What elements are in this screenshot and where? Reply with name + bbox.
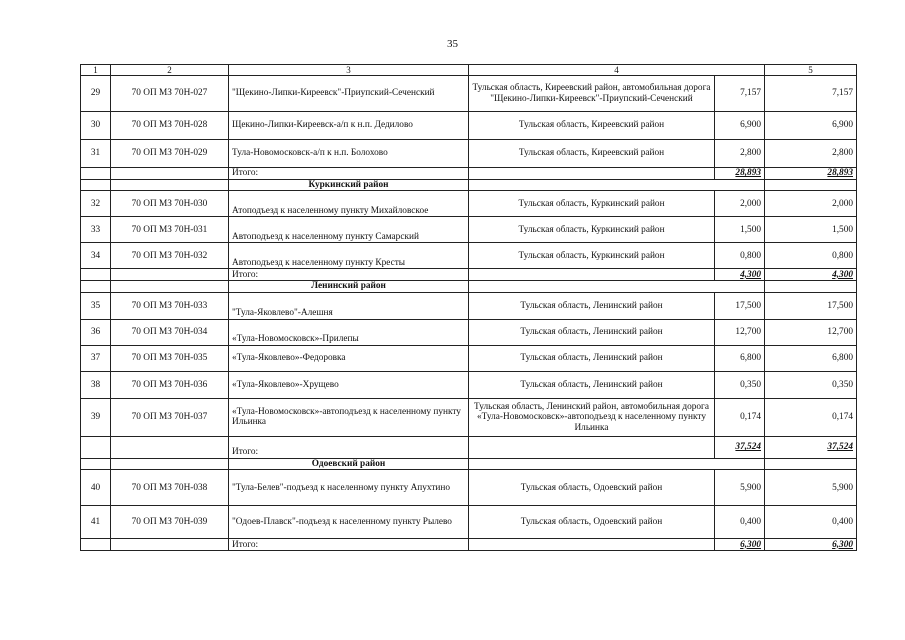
empty-cell — [765, 458, 857, 469]
road-code: 70 ОП МЗ 70Н-032 — [111, 243, 229, 269]
road-code: 70 ОП МЗ 70Н-034 — [111, 319, 229, 345]
table-row — [81, 112, 857, 140]
empty-cell — [81, 458, 111, 469]
row-number: 30 — [81, 112, 111, 140]
header-row — [81, 65, 857, 76]
road-length: 0,174 — [715, 398, 765, 436]
road-location: Тульская область, Куркинский район — [469, 243, 715, 269]
road-length-total: 12,700 — [765, 319, 857, 345]
empty-cell — [765, 180, 857, 191]
road-length: 0,350 — [715, 371, 765, 398]
road-location: Тульская область, Ленинский район — [469, 319, 715, 345]
road-length: 7,157 — [715, 76, 765, 112]
header-col-3: 3 — [229, 65, 469, 76]
empty-cell — [81, 281, 111, 292]
total-length: 37,524 — [715, 436, 765, 458]
row-number: 38 — [81, 371, 111, 398]
district-name: Ленинский район — [229, 281, 469, 292]
total-length-total: 4,300 — [765, 269, 857, 281]
road-name: «Тула-Яковлево»-Хрущево — [229, 371, 469, 398]
table-row — [81, 371, 857, 398]
road-length-total: 2,800 — [765, 140, 857, 168]
total-row — [81, 539, 857, 551]
road-length: 2,800 — [715, 140, 765, 168]
total-length: 6,300 — [715, 539, 765, 551]
header-col-2: 2 — [111, 65, 229, 76]
total-label: Итого: — [229, 269, 469, 281]
road-code: 70 ОП МЗ 70Н-027 — [111, 76, 229, 112]
road-location: Тульская область, Одоевский район — [469, 506, 715, 539]
empty-cell — [765, 281, 857, 292]
road-name: "Одоев-Плавск"-подъезд к населенному пункту Рылево — [229, 506, 469, 539]
road-code: 70 ОП МЗ 70Н-028 — [111, 112, 229, 140]
road-name: Тула-Новомосковск-а/п к н.п. Болохово — [229, 140, 469, 168]
road-length: 6,800 — [715, 345, 765, 371]
district-row — [81, 281, 857, 292]
road-length: 0,400 — [715, 506, 765, 539]
road-length-total: 2,000 — [765, 191, 857, 217]
total-length-total: 28,893 — [765, 168, 857, 180]
total-label: Итого: — [229, 539, 469, 551]
road-length-total: 5,900 — [765, 470, 857, 506]
road-code: 70 ОП МЗ 70Н-036 — [111, 371, 229, 398]
district-name: Одоевский район — [229, 458, 469, 469]
empty-cell — [111, 281, 229, 292]
road-code: 70 ОП МЗ 70Н-031 — [111, 217, 229, 243]
empty-cell — [81, 539, 111, 551]
road-length-total: 0,174 — [765, 398, 857, 436]
table-row — [81, 191, 857, 217]
empty-cell — [81, 180, 111, 191]
road-location: Тульская область, Киреевский район, автомобильная дорога "Щекино-Липки-Киреевск"-Приупский-Сеченский — [469, 76, 715, 112]
road-length-total: 0,350 — [765, 371, 857, 398]
row-number: 36 — [81, 319, 111, 345]
road-name: Щекино-Липки-Киреевск-а/п к н.п. Дедилово — [229, 112, 469, 140]
road-length-total: 0,800 — [765, 243, 857, 269]
road-code: 70 ОП МЗ 70Н-033 — [111, 292, 229, 319]
road-length: 6,900 — [715, 112, 765, 140]
total-label: Итого: — [229, 168, 469, 180]
road-length-total: 6,900 — [765, 112, 857, 140]
table-row — [81, 398, 857, 436]
empty-cell — [81, 436, 111, 458]
empty-cell — [111, 458, 229, 469]
empty-cell — [469, 436, 715, 458]
total-length-total: 6,300 — [765, 539, 857, 551]
road-name: Автоподъезд к населенному пункту Самарский — [229, 217, 469, 243]
road-name: «Тула-Новомосковск»-автоподъезд к населенному пункту Ильинка — [229, 398, 469, 436]
road-length-total: 7,157 — [765, 76, 857, 112]
road-name: Атоподъезд к населенному пункту Михайловское — [229, 191, 469, 217]
road-length-total: 1,500 — [765, 217, 857, 243]
road-name: "Щекино-Липки-Киреевск"-Приупский-Сеченский — [229, 76, 469, 112]
row-number: 31 — [81, 140, 111, 168]
total-row — [81, 269, 857, 281]
road-length: 2,000 — [715, 191, 765, 217]
total-length: 4,300 — [715, 269, 765, 281]
row-number: 32 — [81, 191, 111, 217]
empty-cell — [111, 539, 229, 551]
road-name: «Тула-Яковлево»-Федоровка — [229, 345, 469, 371]
road-name: "Тула-Яковлево"-Алешня — [229, 292, 469, 319]
table-row — [81, 345, 857, 371]
row-number: 33 — [81, 217, 111, 243]
table-row — [81, 319, 857, 345]
road-location: Тульская область, Куркинский район — [469, 191, 715, 217]
table-row — [81, 470, 857, 506]
row-number: 35 — [81, 292, 111, 319]
road-location: Тульская область, Ленинский район — [469, 371, 715, 398]
road-location: Тульская область, Киреевский район — [469, 140, 715, 168]
road-location: Тульская область, Одоевский район — [469, 470, 715, 506]
header-col-1: 1 — [81, 65, 111, 76]
page-number: 35 — [447, 38, 458, 50]
road-code: 70 ОП МЗ 70Н-038 — [111, 470, 229, 506]
table-row — [81, 243, 857, 269]
empty-cell — [469, 281, 765, 292]
road-code: 70 ОП МЗ 70Н-035 — [111, 345, 229, 371]
empty-cell — [469, 168, 715, 180]
district-name: Куркинский район — [229, 180, 469, 191]
road-length: 17,500 — [715, 292, 765, 319]
road-name: "Тула-Белев"-подъезд к населенному пункту Апухтино — [229, 470, 469, 506]
row-number: 37 — [81, 345, 111, 371]
road-location: Тульская область, Ленинский район — [469, 292, 715, 319]
roads-table — [80, 64, 857, 551]
road-code: 70 ОП МЗ 70Н-029 — [111, 140, 229, 168]
empty-cell — [111, 269, 229, 281]
row-number: 39 — [81, 398, 111, 436]
total-label: Итого: — [229, 436, 469, 458]
empty-cell — [469, 539, 715, 551]
road-length: 5,900 — [715, 470, 765, 506]
road-length-total: 6,800 — [765, 345, 857, 371]
road-location: Тульская область, Куркинский район — [469, 217, 715, 243]
row-number: 40 — [81, 470, 111, 506]
road-length: 12,700 — [715, 319, 765, 345]
road-code: 70 ОП МЗ 70Н-030 — [111, 191, 229, 217]
road-location: Тульская область, Киреевский район — [469, 112, 715, 140]
empty-cell — [469, 180, 765, 191]
road-length-total: 17,500 — [765, 292, 857, 319]
header-col-5: 5 — [765, 65, 857, 76]
empty-cell — [111, 436, 229, 458]
district-row — [81, 458, 857, 469]
total-row — [81, 436, 857, 458]
empty-cell — [81, 269, 111, 281]
empty-cell — [81, 168, 111, 180]
empty-cell — [469, 458, 765, 469]
empty-cell — [111, 180, 229, 191]
road-code: 70 ОП МЗ 70Н-039 — [111, 506, 229, 539]
road-name: «Тула-Новомосковск»-Прилепы — [229, 319, 469, 345]
row-number: 41 — [81, 506, 111, 539]
table-row — [81, 76, 857, 112]
road-location: Тульская область, Ленинский район — [469, 345, 715, 371]
empty-cell — [469, 269, 715, 281]
road-length-total: 0,400 — [765, 506, 857, 539]
table-row — [81, 140, 857, 168]
header-col-4: 4 — [469, 65, 765, 76]
road-location: Тульская область, Ленинский район, автомобильная дорога «Тула-Новомосковск»-автоподъезд к населенному пункту Ильинка — [469, 398, 715, 436]
empty-cell — [111, 168, 229, 180]
table-row — [81, 292, 857, 319]
road-length: 0,800 — [715, 243, 765, 269]
table-row — [81, 217, 857, 243]
district-row — [81, 180, 857, 191]
table-row — [81, 506, 857, 539]
total-length-total: 37,524 — [765, 436, 857, 458]
total-row — [81, 168, 857, 180]
road-name: Автоподъезд к населенному пункту Кресты — [229, 243, 469, 269]
total-length: 28,893 — [715, 168, 765, 180]
road-code: 70 ОП МЗ 70Н-037 — [111, 398, 229, 436]
row-number: 34 — [81, 243, 111, 269]
row-number: 29 — [81, 76, 111, 112]
road-length: 1,500 — [715, 217, 765, 243]
